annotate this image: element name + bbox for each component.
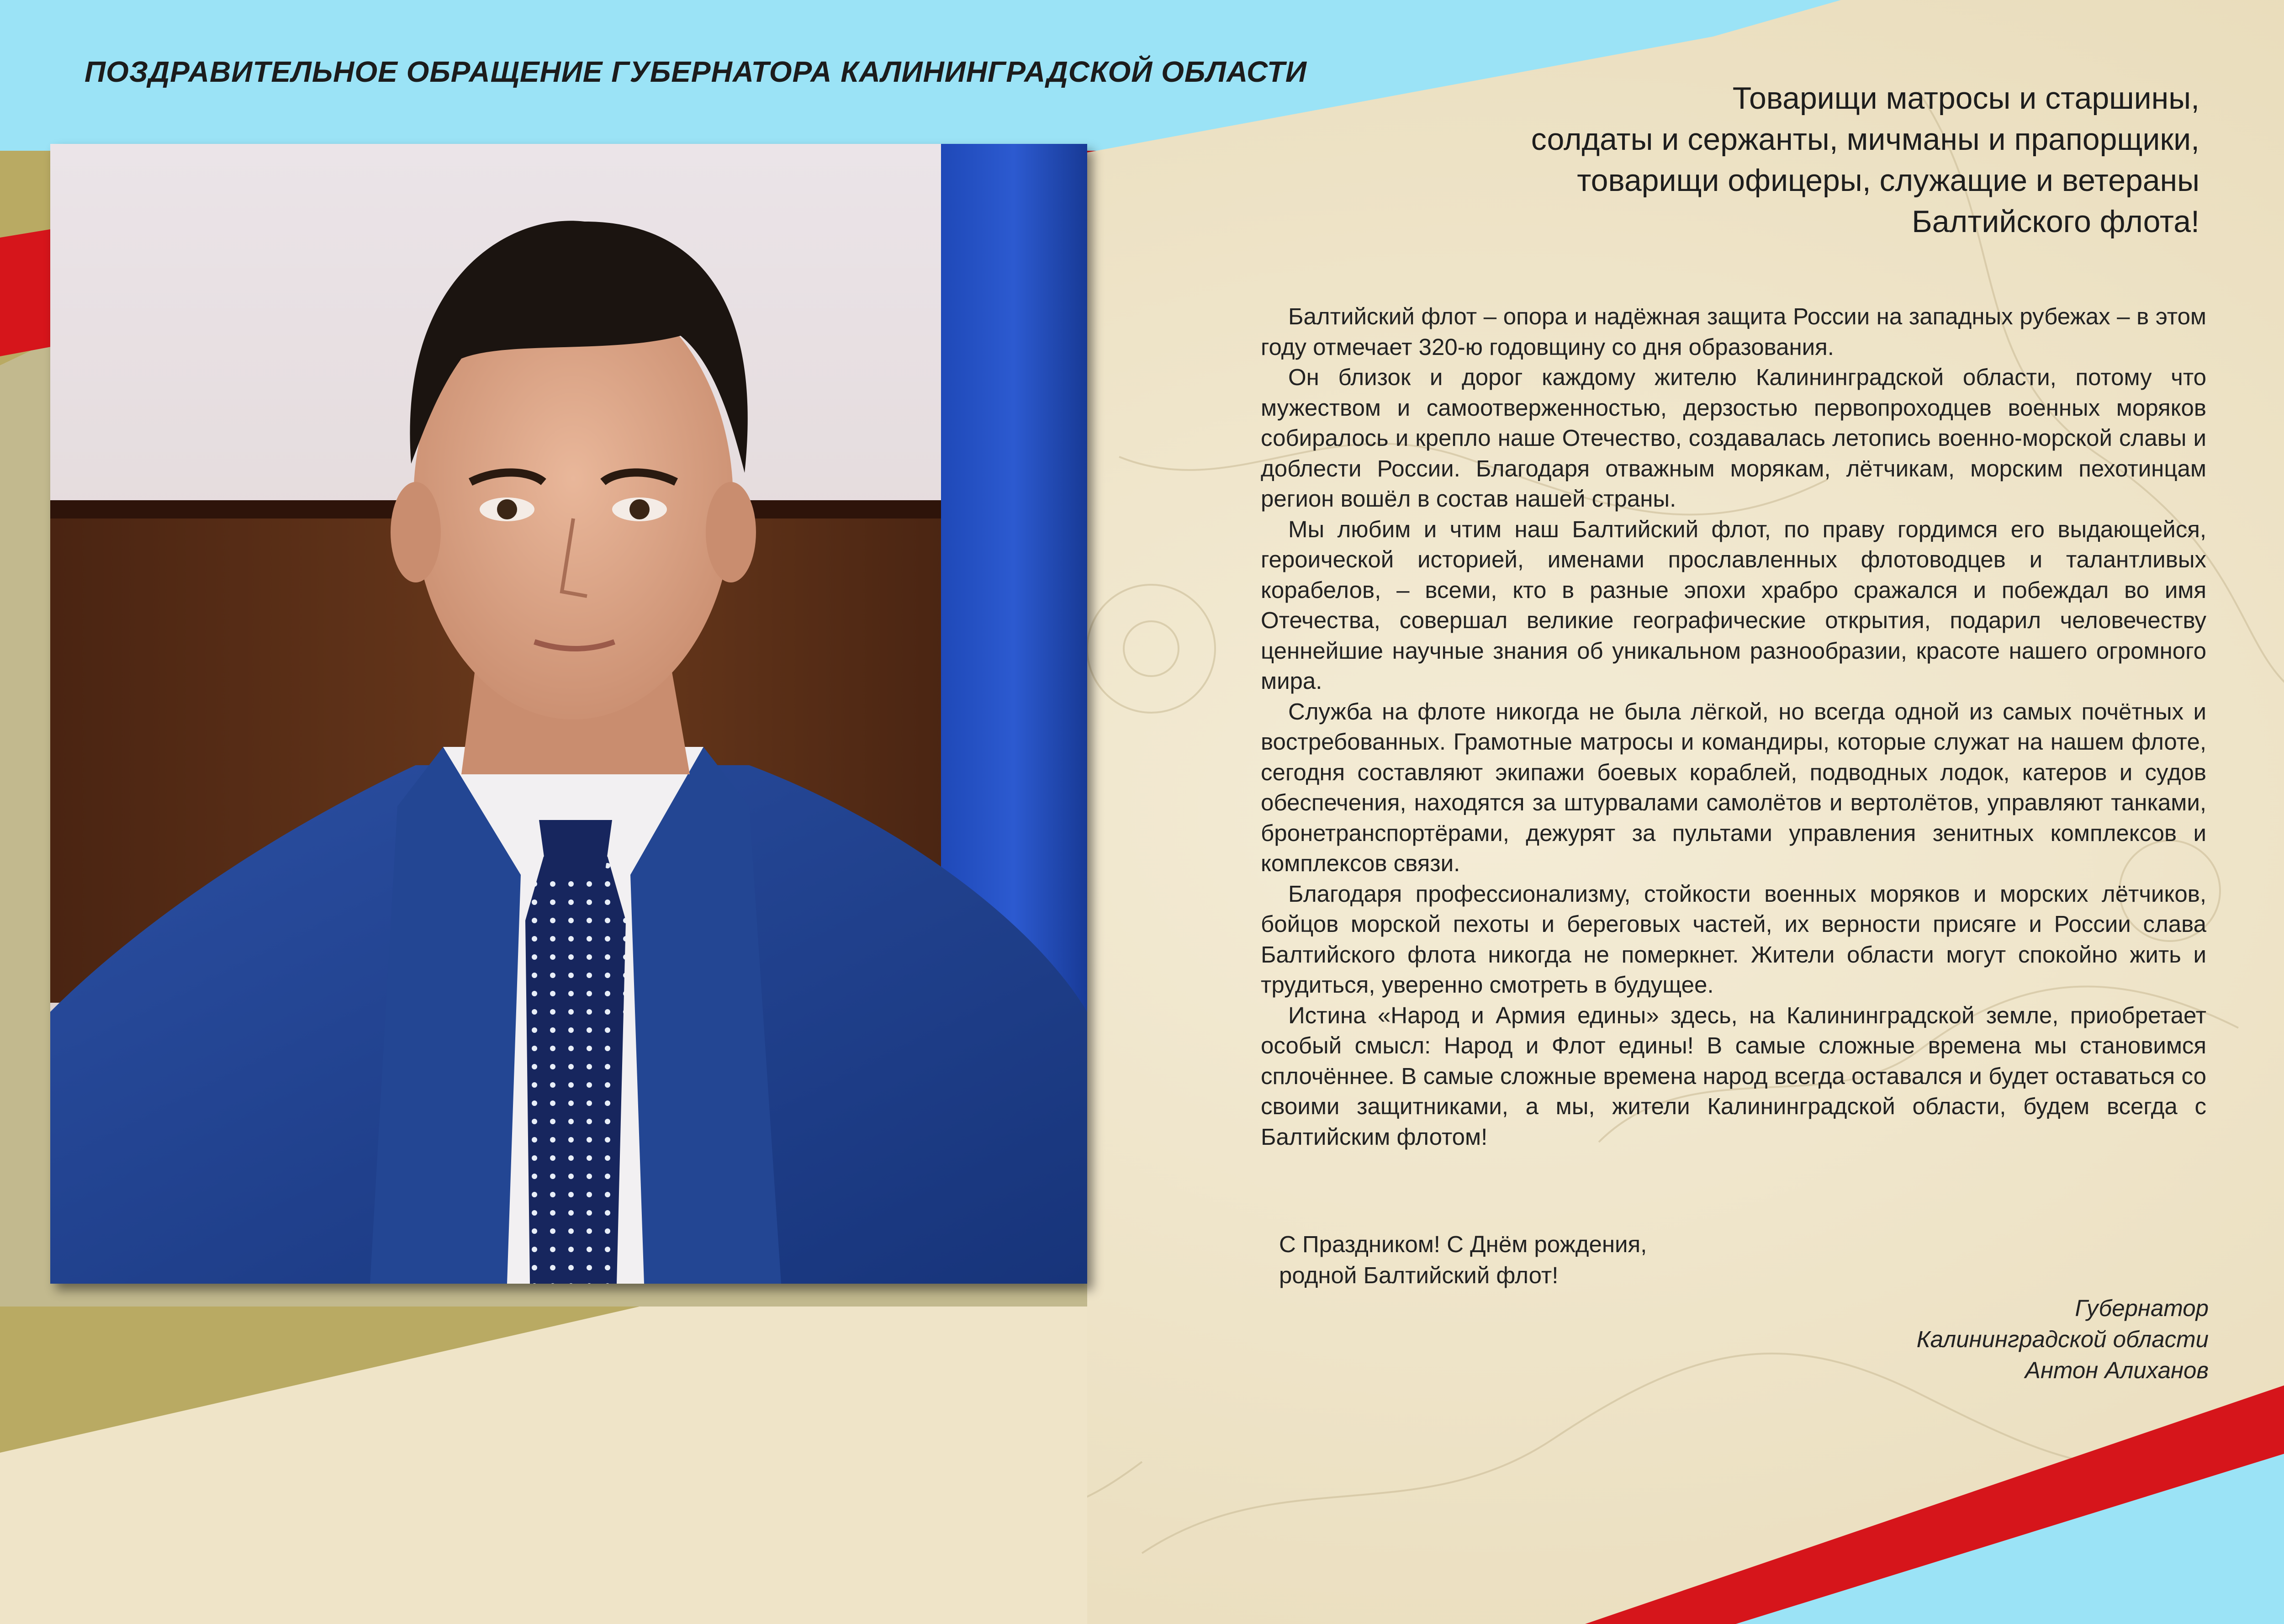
salutation bbox=[1188, 78, 2199, 242]
salutation-line: солдаты и сержанты, мичманы и прапорщики, bbox=[1531, 122, 2199, 157]
salutation-line: Балтийского флота! bbox=[1912, 204, 2199, 239]
signature-block bbox=[1644, 1293, 2209, 1386]
signature-name: Антон Алиханов bbox=[2025, 1357, 2209, 1383]
closing-line: родной Балтийский флот! bbox=[1279, 1262, 1559, 1288]
body-paragraph: Балтийский флот – опора и надёжная защита России на западных рубежах – в этом году отмечает 320-ю годовщину со дня образования. bbox=[1261, 303, 2206, 360]
page-title: ПОЗДРАВИТЕЛЬНОЕ ОБРАЩЕНИЕ ГУБЕРНАТОРА КАЛИНИНГРАДСКОЙ ОБЛАСТИ bbox=[85, 55, 1307, 88]
signature-position: Губернатор bbox=[2075, 1295, 2209, 1321]
body-paragraph: Он близок и дорог каждому жителю Калининградской области, потому что мужеством и самоотверженностью, дерзостью первопроходцев военных моряков собиралось и крепло наше Отечество, создавалась летопись военно-морской славы и доблести России. Благодаря отважным морякам, лётчикам, морским пехотинцам регион вошёл в состав нашей страны. bbox=[1261, 364, 2206, 512]
body-paragraph: Мы любим и чтим наш Балтийский флот, по праву гордимся его выдающейся, героической историей, именами прославленных флотоводцев и талантливых корабелов, – всеми, кто в разные эпохи храбро сражался и побеждал во имя Отечества, совершал великие географические открытия, подарил человечеству ценнейшие научные знания об уникальном разнообразии, красоте нашего огромного мира. bbox=[1261, 516, 2206, 694]
governor-portrait bbox=[50, 144, 1087, 1284]
closing-greeting bbox=[1279, 1229, 2010, 1291]
closing-line: С Праздником! С Днём рождения, bbox=[1279, 1231, 1647, 1257]
body-paragraph: Благодаря профессионализму, стойкости военных моряков и морских лётчиков, бойцов морской пехоты и береговых частей, их верности присяге и России слава Балтийского флота никогда не померкнет. Жители области могут спокойно жить и трудиться, уверенно смотреть в будущее. bbox=[1261, 880, 2206, 998]
signature-region: Калининградской области bbox=[1916, 1326, 2209, 1352]
salutation-line: Товарищи матросы и старшины, bbox=[1732, 81, 2199, 116]
portrait-image bbox=[50, 144, 1087, 1284]
body-paragraph: Истина «Народ и Армия едины» здесь, на Калининградской земле, приобретает особый смысл: Народ и Флот едины! В самые сложные времена мы становимся сплочённее. В самые сложные времена народ всегда оставался и будет оставаться со своими защитниками, а мы, жители Калининградской области, будем всегда с Балтийским флотом! bbox=[1261, 1002, 2206, 1150]
address-body bbox=[1261, 302, 2206, 1152]
body-paragraph: Служба на флоте никогда не была лёгкой, но всегда одной из самых почётных и востребованных. Грамотные матросы и командиры, которые служат на нашем флоте, сегодня составляют экипажи боевых кораблей, подводных лодок, катеров и судов обеспечения, находятся за штурвалами самолётов и вертолётов, управляют танками, бронетранспортёрами, дежурят за пультами управления зенитных комплексов и комплексов связи. bbox=[1261, 698, 2206, 876]
salutation-line: товарищи офицеры, служащие и ветераны bbox=[1577, 163, 2199, 198]
